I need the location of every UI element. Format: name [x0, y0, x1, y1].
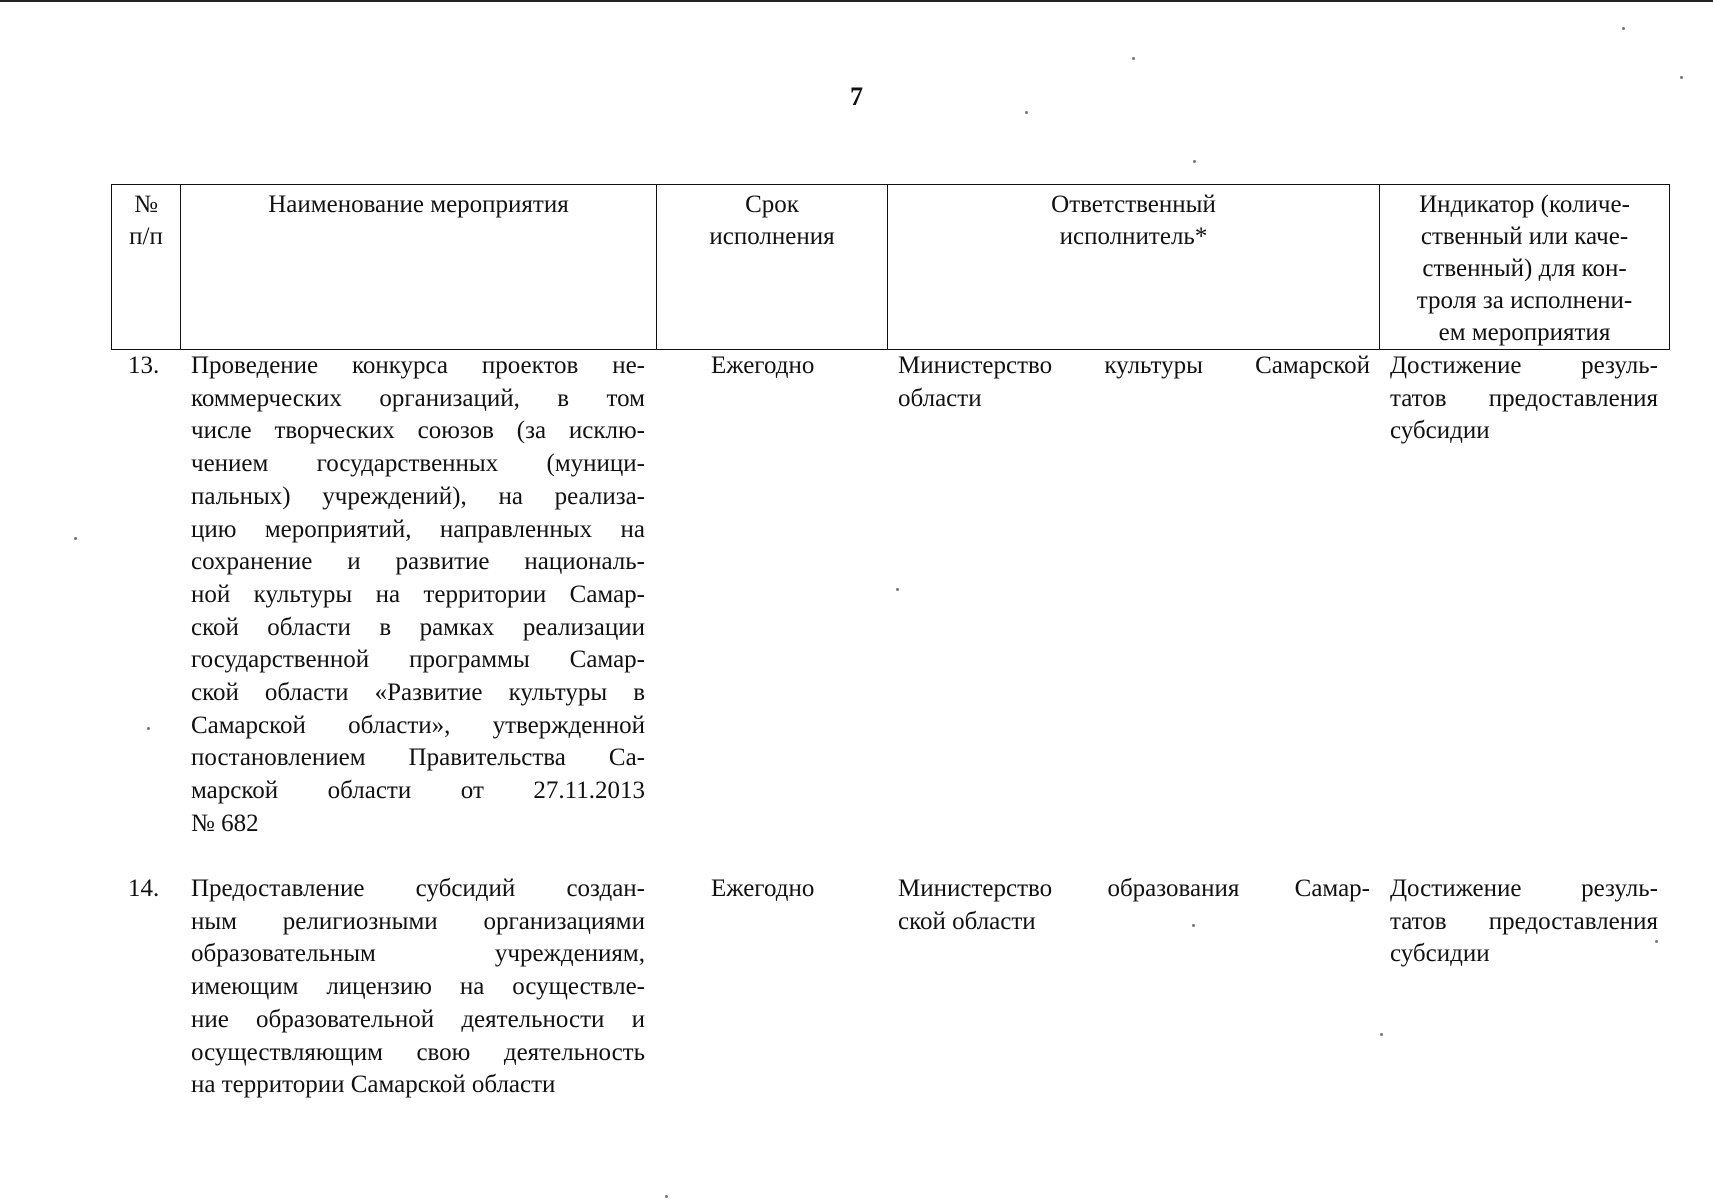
- table-header: [111, 184, 1670, 350]
- event-name: Проведение конкурса проектов не- коммерческих организаций, в том числе творческих союзов (за исклю- чением государственных (муници- пальных) учреждений), на реализа- цию мероприятий, направленных на сохранение и развитие националь- ной культуры на территории Самар- ской области в рамках реализации государственной программы Самар- ской области «Развитие культуры в Самарской области», утвержденной постановлением Правительства Са- марской области от 27.11.2013 № 682: [191, 352, 645, 837]
- responsible-executor: Министерство культуры Самарской области: [898, 352, 1370, 412]
- header-cell-indicator: Индикатор (количе- ственный или каче- ственный) для кон- троля за исполнени- ем мероприятия: [1380, 185, 1670, 350]
- scan-speck: [1025, 111, 1028, 114]
- deadline: Ежегодно: [711, 352, 815, 379]
- control-indicator: Достижение резуль- татов предоставления субсидии: [1390, 875, 1658, 968]
- scan-speck: [1622, 27, 1625, 30]
- scan-speck: [1192, 924, 1195, 927]
- header-cell-deadline: Срок исполнения: [657, 185, 888, 350]
- top-border-line: [0, 0, 1713, 2]
- event-name: Предоставление субсидий создан- ным религиозными организациями образовательным учреждениям, имеющим лицензию на осуществле- ние образовательной деятельности и осуществляющим свою деятельность на территории Самарской области: [191, 875, 645, 1099]
- deadline: Ежегодно: [711, 875, 815, 902]
- scan-speck: [1380, 1033, 1383, 1036]
- header-cell-executor: Ответственный исполнитель*: [888, 185, 1380, 350]
- header-cell-number: № п/п: [112, 185, 181, 350]
- scan-speck: [74, 537, 77, 540]
- row-number: 13.: [128, 352, 160, 379]
- scan-speck: [896, 588, 899, 591]
- header-cell-event-name: Наименование мероприятия: [181, 185, 657, 350]
- control-indicator: Достижение резуль- татов предоставления субсидии: [1390, 352, 1658, 445]
- header-row: [112, 185, 1670, 350]
- scan-speck: [147, 727, 150, 730]
- page-number: 7: [850, 82, 863, 111]
- scan-speck: [665, 1195, 668, 1198]
- scan-speck: [1193, 160, 1196, 163]
- scan-speck: [1132, 57, 1135, 60]
- row-number: 14.: [128, 875, 160, 902]
- scan-speck: [1655, 940, 1658, 943]
- responsible-executor: Министерство образования Самар- ской области: [898, 875, 1370, 935]
- scan-speck: [1680, 76, 1683, 79]
